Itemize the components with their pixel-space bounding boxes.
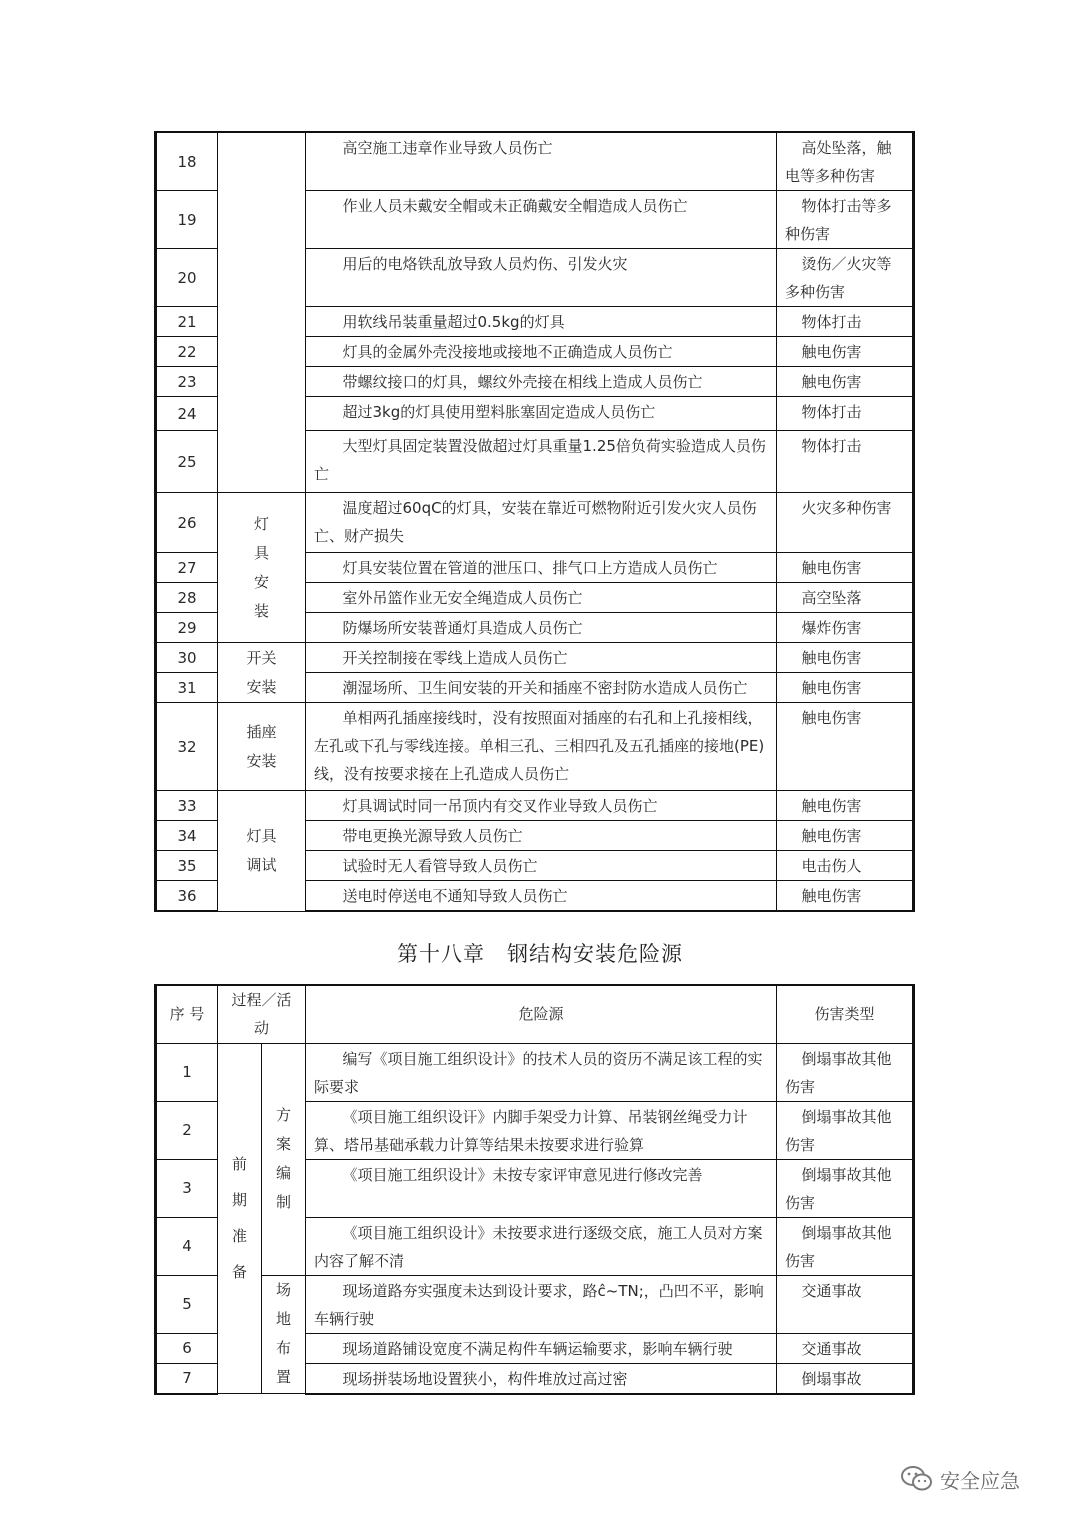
watermark-text: 安全应急 (940, 1468, 1020, 1493)
hazard-cell: 试验时无人看管导致人员伤亡 (306, 851, 777, 881)
row-number: 21 (156, 307, 218, 337)
table-header-row (156, 985, 914, 1043)
row-number: 22 (156, 337, 218, 367)
harm-type-cell: 火灾多种伤害 (777, 493, 914, 553)
hazard-cell: 《项目施工组织设计》未按要求进行逐级交底，施工人员对方案内容了解不清 (306, 1217, 777, 1275)
harm-type-cell: 高空坠落 (777, 583, 914, 613)
harm-type-cell: 倒塌事故其他伤害 (777, 1159, 914, 1217)
process-label: 场地布置 (275, 1281, 291, 1387)
harm-type-cell: 倒塌事故 (777, 1363, 914, 1394)
harm-type-cell: 触电伤害 (777, 367, 914, 397)
process-label: 灯具调试 (246, 826, 277, 874)
row-number: 5 (156, 1275, 218, 1333)
hazard-cell: 灯具的金属外壳没接地或接地不正确造成人员伤亡 (306, 337, 777, 367)
row-number: 23 (156, 367, 218, 397)
table-row (156, 1043, 914, 1101)
watermark (900, 1461, 1020, 1497)
hazard-cell: 用软线吊装重量超过0.5kg的灯具 (306, 307, 777, 337)
harm-type-cell: 物体打击等多种伤害 (777, 191, 914, 249)
harm-type-cell: 倒塌事故其他伤害 (777, 1217, 914, 1275)
harm-type-cell: 交通事故 (777, 1333, 914, 1363)
row-number: 32 (156, 703, 218, 791)
row-number: 20 (156, 249, 218, 307)
hazard-cell: 灯具调试时同一吊顶内有交叉作业导致人员伤亡 (306, 791, 777, 821)
row-number: 19 (156, 191, 218, 249)
hazard-cell: 送电时停送电不通知导致人员伤亡 (306, 881, 777, 912)
hazard-table-electrical (154, 131, 915, 912)
hazard-cell: 编写《项目施工组织设计》的技术人员的资历不满足该工程的实际要求 (306, 1043, 777, 1101)
harm-type-cell: 触电伤害 (777, 821, 914, 851)
harm-type-cell: 触电伤害 (777, 337, 914, 367)
harm-type-cell: 物体打击 (777, 431, 914, 493)
harm-type-cell: 触电伤害 (777, 881, 914, 912)
process-label: 插座安装 (246, 722, 277, 770)
header-hazard: 危险源 (306, 985, 777, 1043)
hazard-cell: 大型灯具固定装置没做超过灯具重量1.25倍负荷实验造成人员伤亡 (306, 431, 777, 493)
harm-type-cell: 爆炸伤害 (777, 613, 914, 643)
wechat-icon (900, 1464, 934, 1494)
harm-type-cell: 物体打击 (777, 397, 914, 431)
harm-type-cell: 烫伤／火灾等多种伤害 (777, 249, 914, 307)
harm-type-cell: 倒塌事故其他伤害 (777, 1043, 914, 1101)
table-row (156, 1275, 914, 1333)
hazard-cell: 带螺纹接口的灯具，螺纹外壳接在相线上造成人员伤亡 (306, 367, 777, 397)
row-number: 1 (156, 1043, 218, 1101)
row-number: 31 (156, 673, 218, 703)
process-plan (262, 1043, 306, 1275)
header-type: 伤害类型 (777, 985, 914, 1043)
row-number: 2 (156, 1101, 218, 1159)
hazard-table-steel-structure (154, 984, 915, 1395)
process-lamp-debug (218, 791, 306, 912)
hazard-cell: 单相两孔插座接线时，没有按照面对插座的右孔和上孔接相线，左孔或下孔与零线连接。单相三孔、三相四孔及五孔插座的接地(PE)线，没有按要求接在上孔造成人员伤亡 (306, 703, 777, 791)
row-number: 30 (156, 643, 218, 673)
row-number: 34 (156, 821, 218, 851)
row-number: 3 (156, 1159, 218, 1217)
hazard-cell: 灯具安装位置在管道的泄压口、排气口上方造成人员伤亡 (306, 553, 777, 583)
hazard-cell: 现场拼装场地设置狭小，构件堆放过高过密 (306, 1363, 777, 1394)
row-number: 4 (156, 1217, 218, 1275)
harm-type-cell: 触电伤害 (777, 703, 914, 791)
harm-type-cell: 高处坠落，触电等多种伤害 (777, 132, 914, 191)
harm-type-cell: 触电伤害 (777, 791, 914, 821)
row-number: 27 (156, 553, 218, 583)
table-row (156, 791, 914, 821)
hazard-cell: 用后的电烙铁乱放导致人员灼伤、引发火灾 (306, 249, 777, 307)
process-cell-empty (218, 132, 306, 493)
process-prep (218, 1043, 262, 1394)
process-label: 前期准备 (231, 1155, 247, 1282)
hazard-cell: 超过3kg的灯具使用塑料胀塞固定造成人员伤亡 (306, 397, 777, 431)
header-process: 过程／活动 (218, 985, 306, 1043)
hazard-cell: 作业人员未戴安全帽或未正确戴安全帽造成人员伤亡 (306, 191, 777, 249)
process-site (262, 1275, 306, 1394)
hazard-cell: 防爆场所安装普通灯具造成人员伤亡 (306, 613, 777, 643)
process-socket-install (218, 703, 306, 791)
hazard-cell: 温度超过60qC的灯具，安装在靠近可燃物附近引发火灾人员伤亡、财产损失 (306, 493, 777, 553)
row-number: 35 (156, 851, 218, 881)
process-label: 灯具安装 (253, 514, 269, 620)
hazard-cell: 《项目施工组织设讦》内脚手架受力计算、吊装钢丝绳受力计算、塔吊基础承载力计算等结果未按要求进行验算 (306, 1101, 777, 1159)
table-row (156, 132, 914, 191)
table-row (156, 643, 914, 673)
header-no: 序 号 (156, 985, 218, 1043)
table-row (156, 703, 914, 791)
row-number: 18 (156, 132, 218, 191)
hazard-cell: 室外吊篮作业无安全绳造成人员伤亡 (306, 583, 777, 613)
table-row (156, 493, 914, 553)
process-label: 开关安装 (246, 648, 277, 696)
row-number: 24 (156, 397, 218, 431)
row-number: 6 (156, 1333, 218, 1363)
chapter-title: 第十八章 钢结构安装危险源 (397, 942, 683, 966)
harm-type-cell: 触电伤害 (777, 553, 914, 583)
harm-type-cell: 电击伤人 (777, 851, 914, 881)
harm-type-cell: 交通事故 (777, 1275, 914, 1333)
process-label: 方案编制 (275, 1106, 291, 1211)
row-number: 36 (156, 881, 218, 912)
hazard-cell: 《项目施工组织设计》未按专家评审意见进行修改完善 (306, 1159, 777, 1217)
process-switch-install (218, 643, 306, 703)
harm-type-cell: 触电伤害 (777, 673, 914, 703)
row-number: 26 (156, 493, 218, 553)
row-number: 29 (156, 613, 218, 643)
row-number: 25 (156, 431, 218, 493)
hazard-cell: 现场道路夯实强度未达到设计要求，路ĉ~TN;，凸凹不平，影响车辆行驶 (306, 1275, 777, 1333)
row-number: 28 (156, 583, 218, 613)
harm-type-cell: 触电伤害 (777, 643, 914, 673)
process-lamp-install (218, 493, 306, 643)
row-number: 7 (156, 1363, 218, 1394)
harm-type-cell: 倒塌事故其他伤害 (777, 1101, 914, 1159)
harm-type-cell: 物体打击 (777, 307, 914, 337)
hazard-cell: 带电更换光源导致人员伤亡 (306, 821, 777, 851)
hazard-cell: 开关控制接在零线上造成人员伤亡 (306, 643, 777, 673)
hazard-cell: 潮湿场所、卫生间安装的开关和插座不密封防水造成人员伤亡 (306, 673, 777, 703)
row-number: 33 (156, 791, 218, 821)
hazard-cell: 高空施工违章作业导致人员伤亡 (306, 132, 777, 191)
hazard-cell: 现场道路铺设宽度不满足构件车辆运输要求，影响车辆行驶 (306, 1333, 777, 1363)
